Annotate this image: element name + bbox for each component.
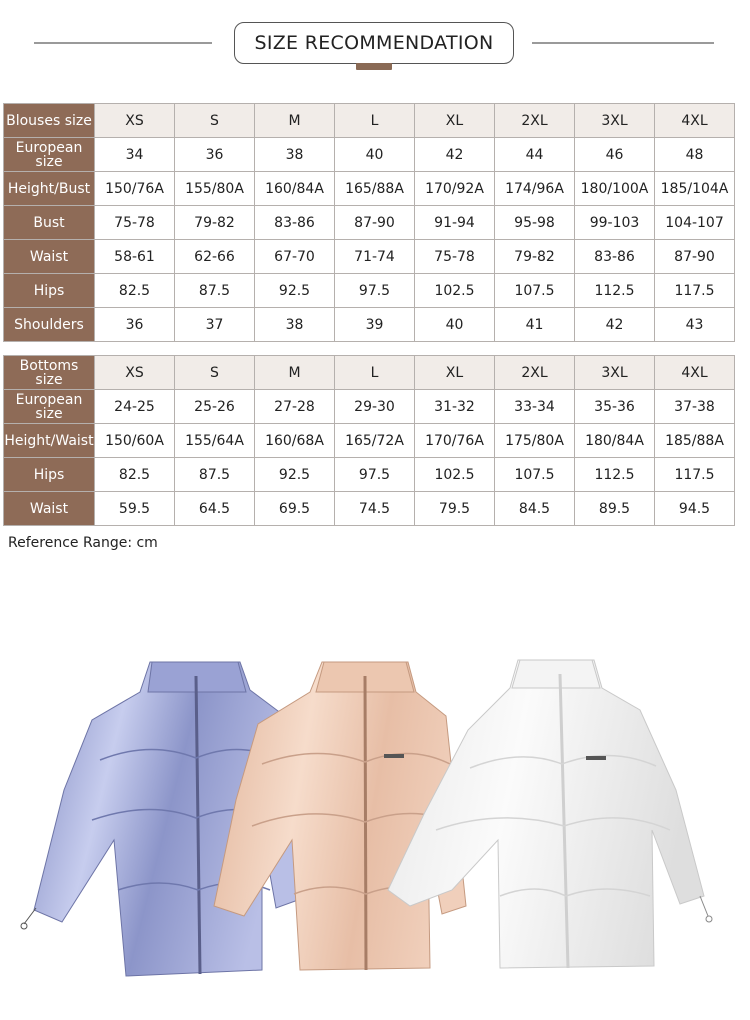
header-cell: Blouses size — [4, 104, 95, 138]
table-cell: 74.5 — [335, 492, 415, 526]
table-cell: 38 — [255, 138, 335, 172]
header-cell: 2XL — [495, 356, 575, 390]
table-cell: 71-74 — [335, 240, 415, 274]
header-cell: L — [335, 356, 415, 390]
table-cell: 112.5 — [575, 274, 655, 308]
table-cell: 62-66 — [175, 240, 255, 274]
table-cell: 39 — [335, 308, 415, 342]
row-label: European size — [4, 138, 95, 172]
table-cell: 36 — [175, 138, 255, 172]
table-cell: 83-86 — [255, 206, 335, 240]
table-cell: 107.5 — [495, 274, 575, 308]
table-cell: 40 — [415, 308, 495, 342]
row-label: Height/Waist — [4, 424, 95, 458]
table-cell: 170/76A — [415, 424, 495, 458]
table-cell: 82.5 — [95, 274, 175, 308]
table-cell: 36 — [95, 308, 175, 342]
table-cell: 102.5 — [415, 274, 495, 308]
table-cell: 37 — [175, 308, 255, 342]
bottoms-size-table — [3, 355, 735, 526]
table-cell: 29-30 — [335, 390, 415, 424]
table-cell: 42 — [415, 138, 495, 172]
header-cell: 2XL — [495, 104, 575, 138]
header-cell: XS — [95, 356, 175, 390]
table-cell: 79.5 — [415, 492, 495, 526]
table-row — [4, 424, 735, 458]
table-cell: 87-90 — [335, 206, 415, 240]
table-cell: 83-86 — [575, 240, 655, 274]
table-cell: 59.5 — [95, 492, 175, 526]
divider-left — [34, 42, 212, 44]
table-cell: 35-36 — [575, 390, 655, 424]
white-jacket — [388, 660, 712, 968]
table-cell: 34 — [95, 138, 175, 172]
table-row — [4, 138, 735, 172]
header-cell: 3XL — [575, 356, 655, 390]
table-cell: 40 — [335, 138, 415, 172]
row-label: Waist — [4, 240, 95, 274]
table-cell: 58-61 — [95, 240, 175, 274]
divider-right — [532, 42, 714, 44]
table-cell: 79-82 — [175, 206, 255, 240]
header-cell: XL — [415, 104, 495, 138]
table-cell: 117.5 — [655, 458, 735, 492]
table-cell: 24-25 — [95, 390, 175, 424]
row-label: Bust — [4, 206, 95, 240]
table-cell: 180/84A — [575, 424, 655, 458]
header-cell: 4XL — [655, 104, 735, 138]
header-cell: 4XL — [655, 356, 735, 390]
table-cell: 37-38 — [655, 390, 735, 424]
header-cell: S — [175, 356, 255, 390]
table-cell: 25-26 — [175, 390, 255, 424]
table-cell: 92.5 — [255, 458, 335, 492]
blouses-size-table — [3, 103, 735, 342]
page-title: SIZE RECOMMENDATION — [234, 22, 514, 64]
table-cell: 155/80A — [175, 172, 255, 206]
table-cell: 87.5 — [175, 458, 255, 492]
table-cell: 170/92A — [415, 172, 495, 206]
table-cell: 64.5 — [175, 492, 255, 526]
table-cell: 99-103 — [575, 206, 655, 240]
header-cell: XL — [415, 356, 495, 390]
table-row — [4, 172, 735, 206]
table-cell: 89.5 — [575, 492, 655, 526]
table-row — [4, 492, 735, 526]
header-cell: M — [255, 104, 335, 138]
row-label: Shoulders — [4, 308, 95, 342]
header-cell: M — [255, 356, 335, 390]
title-accent-bar — [356, 63, 392, 70]
table-cell: 48 — [655, 138, 735, 172]
table-cell: 97.5 — [335, 274, 415, 308]
table-cell: 67-70 — [255, 240, 335, 274]
table-cell: 84.5 — [495, 492, 575, 526]
table-cell: 185/88A — [655, 424, 735, 458]
header-cell: S — [175, 104, 255, 138]
table-cell: 27-28 — [255, 390, 335, 424]
table-cell: 165/72A — [335, 424, 415, 458]
table-cell: 41 — [495, 308, 575, 342]
table-row — [4, 458, 735, 492]
table-row — [4, 308, 735, 342]
table-cell: 107.5 — [495, 458, 575, 492]
table-cell: 92.5 — [255, 274, 335, 308]
table-cell: 75-78 — [95, 206, 175, 240]
row-label: Hips — [4, 274, 95, 308]
row-label: Height/Bust — [4, 172, 95, 206]
table-cell: 69.5 — [255, 492, 335, 526]
table-header-row — [4, 104, 735, 138]
table-row — [4, 240, 735, 274]
table-cell: 91-94 — [415, 206, 495, 240]
table-cell: 175/80A — [495, 424, 575, 458]
table-cell: 94.5 — [655, 492, 735, 526]
table-cell: 174/96A — [495, 172, 575, 206]
header-cell: L — [335, 104, 415, 138]
header-cell: 3XL — [575, 104, 655, 138]
table-cell: 42 — [575, 308, 655, 342]
table-cell: 75-78 — [415, 240, 495, 274]
table-cell: 44 — [495, 138, 575, 172]
table-header-row — [4, 356, 735, 390]
table-cell: 38 — [255, 308, 335, 342]
table-cell: 160/68A — [255, 424, 335, 458]
table-cell: 31-32 — [415, 390, 495, 424]
table-cell: 82.5 — [95, 458, 175, 492]
table-cell: 185/104A — [655, 172, 735, 206]
product-photo — [0, 640, 750, 980]
table-cell: 155/64A — [175, 424, 255, 458]
table-cell: 165/88A — [335, 172, 415, 206]
table-row — [4, 206, 735, 240]
section-header — [0, 0, 750, 80]
table-cell: 33-34 — [495, 390, 575, 424]
table-cell: 79-82 — [495, 240, 575, 274]
table-cell: 104-107 — [655, 206, 735, 240]
table-row — [4, 390, 735, 424]
reference-range-note: Reference Range: cm — [8, 535, 158, 551]
table-cell: 43 — [655, 308, 735, 342]
table-cell: 102.5 — [415, 458, 495, 492]
table-cell: 160/84A — [255, 172, 335, 206]
table-cell: 112.5 — [575, 458, 655, 492]
header-cell: Bottoms size — [4, 356, 95, 390]
row-label: European size — [4, 390, 95, 424]
table-cell: 97.5 — [335, 458, 415, 492]
table-cell: 180/100A — [575, 172, 655, 206]
table-cell: 87.5 — [175, 274, 255, 308]
row-label: Waist — [4, 492, 95, 526]
table-cell: 87-90 — [655, 240, 735, 274]
table-cell: 150/76A — [95, 172, 175, 206]
table-cell: 150/60A — [95, 424, 175, 458]
table-cell: 117.5 — [655, 274, 735, 308]
table-cell: 95-98 — [495, 206, 575, 240]
table-cell: 46 — [575, 138, 655, 172]
row-label: Hips — [4, 458, 95, 492]
table-row — [4, 274, 735, 308]
header-cell: XS — [95, 104, 175, 138]
